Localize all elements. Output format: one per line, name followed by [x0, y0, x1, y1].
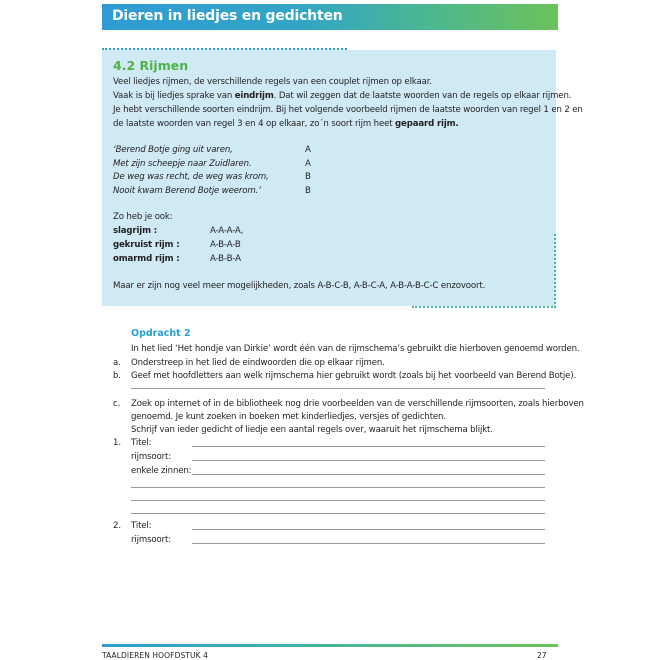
scheme-name: gekruist rijm : [113, 240, 180, 250]
poem-rhyme-letter: B [305, 186, 311, 196]
intro-line-4: de laatste woorden van regel 3 en 4 op elkaar, zo´n soort rijm heet gepaard rijm. [113, 119, 459, 129]
scheme-pattern: A-A-A-A, [210, 226, 244, 236]
section-title: 4.2 Rijmen [113, 58, 189, 73]
item-number-2: 2. [113, 521, 121, 531]
poem-rhyme-letter: B [305, 172, 311, 182]
dotted-border-bottom [412, 306, 556, 308]
dotted-border-right [554, 234, 556, 308]
answer-line-zinnen-3[interactable] [131, 500, 545, 501]
question-label-c: c. [113, 399, 121, 409]
page-number: 27 [537, 651, 547, 660]
scheme-name: slagrijm : [113, 226, 158, 236]
scheme-pattern: A-B-B-A [210, 254, 241, 264]
chapter-title: Dieren in liedjes en gedichten [112, 8, 343, 24]
question-c-line-3: Schrijf van ieder gedicht of liedje een aantal regels over, waaruit het rijmschema blijkt. [131, 425, 493, 435]
question-b-text: Geef met hoofdletters aan welk rijmschema hier gebruikt wordt (zoals bij het voorbeeld van Berend Botje). [131, 371, 577, 381]
rijmsoort-label: rijmsoort: [131, 535, 171, 545]
intro-line-3: Je hebt verschillende soorten eindrijm. Bij het volgende voorbeeld rijmen de laatste woorden van regel 1 en 2 en [113, 105, 583, 115]
footer-chapter: TAALDIEREN HOOFDSTUK 4 [102, 651, 208, 660]
answer-line-zinnen-2[interactable] [131, 487, 545, 488]
outro-text: Maar er zijn nog veel meer mogelijkheden, zoals A-B-C-B, A-B-C-A, A-B-A-B-C-C enzovoort. [113, 281, 486, 291]
answer-line-zinnen-1[interactable] [192, 474, 545, 475]
intro-line-2: Vaak is bij liedjes sprake van eindrijm. Dat wil zeggen dat de laatste woorden van de regels op elkaar rijmen. [113, 91, 572, 101]
question-label-b: b. [113, 371, 121, 381]
poem-rhyme-letter: A [305, 159, 311, 169]
term-eindrijm: eindrijm [234, 91, 274, 101]
question-c-line-1: Zoek op internet of in de bibliotheek nog drie voorbeelden van de verschillende rijmsoorten, zoals hierboven [131, 399, 584, 409]
poem-rhyme-letter: A [305, 145, 311, 155]
exercise-intro: In het lied ‘Het hondje van Dirkie’ wordt één van de rijmschema’s gebruikt die hierboven genoemd worden. [131, 344, 580, 354]
rijmsoort-label: rijmsoort: [131, 452, 171, 462]
answer-line-titel-2[interactable] [192, 529, 545, 530]
poem-line: Met zijn scheepje naar Zuidlaren. [113, 159, 252, 169]
poem-line: De weg was recht, de weg was krom, [113, 172, 269, 182]
answer-line-rijmsoort-1[interactable] [192, 460, 545, 461]
question-label-a: a. [113, 358, 121, 368]
titel-label: Titel: [131, 521, 152, 531]
term-gepaard-rijm: gepaard rijm. [395, 119, 459, 129]
intro-line-1: Veel liedjes rijmen, de verschillende regels van een couplet rijmen op elkaar. [113, 77, 432, 87]
question-c-line-2: genoemd. Je kunt zoeken in boeken met kinderliedjes, versjes of gedichten. [131, 412, 446, 422]
footer-rule [102, 644, 558, 647]
poem-line: Nooit kwam Berend Botje weerom.’ [113, 186, 261, 196]
answer-line-rijmsoort-2[interactable] [192, 543, 545, 544]
scheme-pattern: A-B-A-B [210, 240, 241, 250]
exercise-title: Opdracht 2 [131, 328, 191, 339]
answer-line-b[interactable] [131, 388, 545, 389]
scheme-name: omarmd rijm : [113, 254, 180, 264]
chapter-header-bar [102, 4, 558, 30]
also-intro: Zo heb je ook: [113, 212, 173, 222]
dotted-border-top [102, 48, 347, 50]
item-number-1: 1. [113, 438, 121, 448]
titel-label: Titel: [131, 438, 152, 448]
poem-line: ‘Berend Botje ging uit varen, [113, 145, 233, 155]
answer-line-zinnen-4[interactable] [131, 513, 545, 514]
answer-line-titel-1[interactable] [192, 446, 545, 447]
question-a-text: Onderstreep in het lied de eindwoorden die op elkaar rijmen. [131, 358, 385, 368]
zinnen-label: enkele zinnen: [131, 466, 192, 476]
